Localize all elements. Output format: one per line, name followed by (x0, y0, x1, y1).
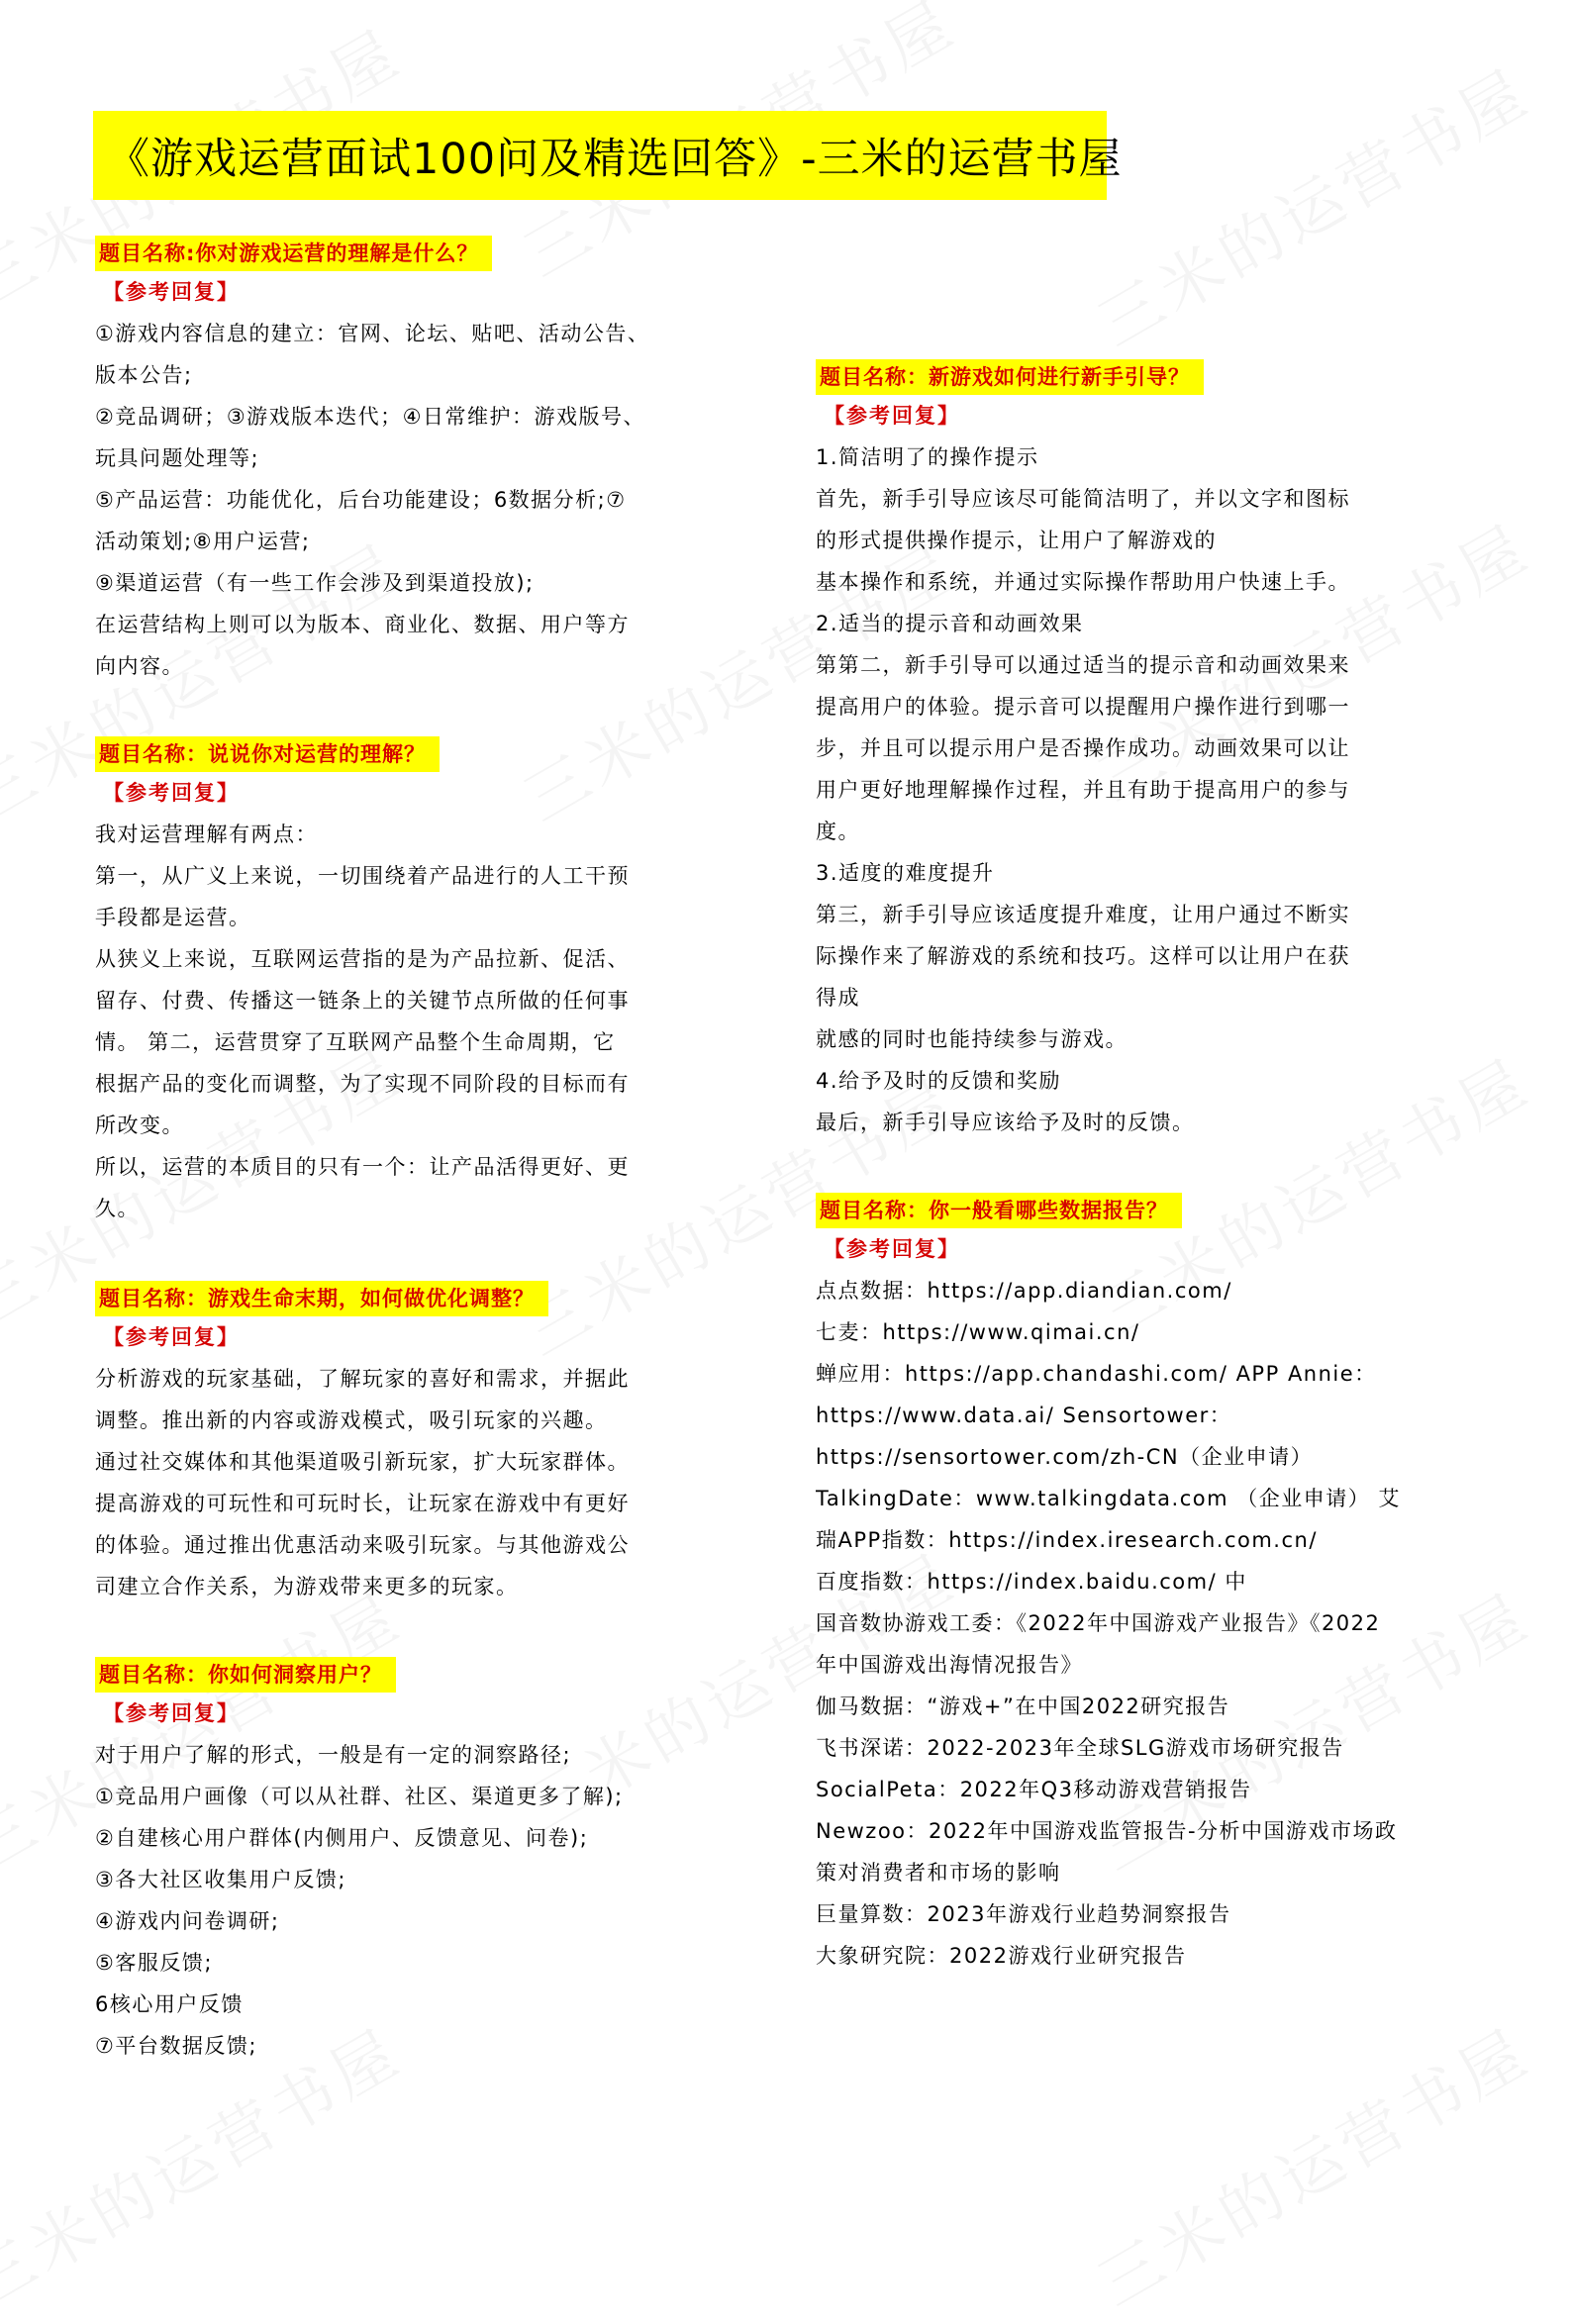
answer-line: 所改变。 (95, 1114, 184, 1137)
answer-line: 第第二，新手引导可以通过适当的提示音和动画效果来 (816, 653, 1350, 677)
answer-line: 版本公告; (95, 363, 193, 387)
question-block (816, 359, 1497, 1143)
answer-line: 在运营结构上则可以为版本、商业化、数据、用户等方 (95, 613, 630, 636)
answer-line: 久。 (95, 1197, 140, 1220)
answer-line: 点点数据：https://app.diandian.com/ (816, 1279, 1232, 1303)
answer-line: 调整。推出新的内容或游戏模式，吸引玩家的兴趣。 (95, 1408, 608, 1432)
answer-line: 蝉应用：https://app.chandashi.com/ APP Annie： (816, 1362, 1377, 1386)
reference-label: 【参考回复】 (103, 1701, 240, 1725)
answer-line: 百度指数：https://index.baidu.com/ 中 (816, 1570, 1247, 1594)
answer-line: 策对消费者和市场的影响 (816, 1861, 1061, 1885)
answer-lines (95, 313, 776, 687)
question-block (95, 736, 776, 1229)
question-block (95, 1657, 776, 2067)
question-title: 题目名称：你一般看哪些数据报告？ (816, 1193, 1182, 1228)
answer-line: https://www.data.ai/ Sensortower： (816, 1404, 1232, 1427)
answer-line: 大象研究院：2022游戏行业研究报告 (816, 1944, 1187, 1968)
answer-line: ⑤客服反馈; (95, 1951, 213, 1975)
answer-line: 首先，新手引导应该尽可能简洁明了，并以文字和图标 (816, 487, 1350, 511)
answer-lines (95, 814, 776, 1229)
answer-line: ⑤产品运营：功能优化，后台功能建设；6数据分析;⑦ (95, 488, 627, 512)
question-title: 题目名称：说说你对运营的理解？ (95, 736, 440, 772)
answer-line: 提高用户的体验。提示音可以提醒用户操作进行到哪一 (816, 695, 1350, 719)
watermark (1079, 44, 1544, 365)
answer-line: Newzoo：2022年中国游戏监管报告-分析中国游戏市场政 (816, 1819, 1398, 1843)
answer-lines (816, 1270, 1497, 1977)
answer-line: ②自建核心用户群体(内侧用户、反馈意见、问卷); (95, 1826, 589, 1850)
answer-line: ①竞品用户画像（可以从社群、社区、渠道更多了解); (95, 1785, 624, 1808)
answer-line: 巨量算数：2023年游戏行业趋势洞察报告 (816, 1902, 1231, 1926)
answer-line: 手段都是运营。 (95, 906, 251, 929)
answer-line: 提高游戏的可玩性和可玩时长，让玩家在游戏中有更好 (95, 1492, 630, 1515)
answer-line: 得成 (816, 986, 860, 1010)
answer-line: 国音数协游戏工委：《2022年中国游戏产业报告》《2022 (816, 1611, 1381, 1635)
reference-label: 【参考回复】 (103, 1325, 240, 1349)
answer-line: 4.给予及时的反馈和奖励 (816, 1069, 1062, 1093)
answer-line: ⑦平台数据反馈; (95, 2034, 257, 2058)
answer-line: 七麦：https://www.qimai.cn/ (816, 1320, 1140, 1344)
reference-label: 【参考回复】 (824, 404, 960, 428)
answer-line: 分析游戏的玩家基础，了解玩家的喜好和需求，并据此 (95, 1367, 630, 1391)
answer-line: 留存、付费、传播这一链条上的关键节点所做的任何事 (95, 989, 630, 1013)
answer-line: 际操作来了解游戏的系统和技巧。这样可以让用户在获 (816, 944, 1350, 968)
answer-line: 基本操作和系统，并通过实际操作帮助用户快速上手。 (816, 570, 1350, 594)
answer-line: 2.适当的提示音和动画效果 (816, 612, 1084, 635)
answer-line: 3.适度的难度提升 (816, 861, 995, 885)
answer-line: ④游戏内问卷调研; (95, 1909, 280, 1933)
answer-line: 情。 第二，运营贯穿了互联网产品整个生命周期，它 (95, 1030, 616, 1054)
answer-line: 飞书深诺：2022-2023年全球SLG游戏市场研究报告 (816, 1736, 1344, 1760)
answer-line: SocialPeta：2022年Q3移动游戏营销报告 (816, 1778, 1252, 1801)
answer-line: 就感的同时也能持续参与游戏。 (816, 1027, 1128, 1051)
watermark (1079, 2003, 1544, 2324)
answer-line: 活动策划;⑧用户运营; (95, 530, 311, 553)
answer-line: 对于用户了解的形式，一般是有一定的洞察路径; (95, 1743, 572, 1767)
answer-line: 的体验。通过推出优惠活动来吸引玩家。与其他游戏公 (95, 1533, 630, 1557)
answer-line: ①游戏内容信息的建立：官网、论坛、贴吧、活动公告、 (95, 322, 650, 345)
question-title: 题目名称：你如何洞察用户？ (95, 1657, 396, 1693)
answer-line: ②竞品调研；③游戏版本迭代；④日常维护：游戏版号、 (95, 405, 645, 429)
answer-lines (816, 436, 1497, 1143)
answer-line: 第一，从广义上来说，一切围绕着产品进行的人工干预 (95, 864, 630, 888)
answer-line: 所以，运营的本质目的只有一个：让产品活得更好、更 (95, 1155, 630, 1179)
answer-line: 最后，新手引导应该给予及时的反馈。 (816, 1111, 1195, 1134)
reference-label: 【参考回复】 (103, 781, 240, 805)
reference-label: 【参考回复】 (824, 1237, 960, 1261)
answer-line: ⑨渠道运营（有一些工作会涉及到渠道投放); (95, 571, 535, 595)
answer-line: 年中国游戏出海情况报告》 (816, 1653, 1083, 1677)
page-title: 《游戏运营面试100问及精选回答》-三米的运营书屋 (93, 111, 1107, 200)
answer-line: 通过社交媒体和其他渠道吸引新玩家，扩大玩家群体。 (95, 1450, 630, 1474)
reference-label: 【参考回复】 (103, 280, 240, 304)
answer-line: 6核心用户反馈 (95, 1992, 244, 2016)
answer-line: 度。 (816, 820, 860, 843)
answer-line: https://sensortower.com/zh-CN（企业申请） (816, 1445, 1314, 1469)
question-block (95, 1281, 776, 1607)
answer-line: 向内容。 (95, 654, 184, 678)
answer-line: 第三，新手引导应该适度提升难度，让用户通过不断实 (816, 903, 1350, 926)
left-column (95, 236, 776, 2067)
question-block (95, 236, 776, 687)
answer-lines (95, 1734, 776, 2067)
answer-line: 伽马数据：“游戏+”在中国2022研究报告 (816, 1695, 1230, 1718)
answer-line: 步，并且可以提示用户是否操作成功。动画效果可以让 (816, 736, 1350, 760)
right-column (816, 359, 1497, 1977)
answer-line: 司建立合作关系，为游戏带来更多的玩家。 (95, 1575, 519, 1598)
question-title: 题目名称：游戏生命末期，如何做优化调整？ (95, 1281, 548, 1316)
answer-line: 我对运营理解有两点： (95, 823, 318, 846)
answer-line: 根据产品的变化而调整，为了实现不同阶段的目标而有 (95, 1072, 630, 1096)
question-title: 题目名称：新游戏如何进行新手引导？ (816, 359, 1204, 395)
answer-line: 的形式提供操作提示，让用户了解游戏的 (816, 529, 1217, 552)
answer-line: 从狭义上来说，互联网运营指的是为产品拉新、促活、 (95, 947, 630, 971)
question-block (816, 1193, 1497, 1977)
question-title: 题目名称:你对游戏运营的理解是什么？ (95, 236, 492, 271)
answer-line: ③各大社区收集用户反馈; (95, 1868, 346, 1891)
answer-line: 瑞APP指数：https://index.iresearch.com.cn/ (816, 1528, 1318, 1552)
answer-line: 玩具问题处理等; (95, 446, 260, 470)
answer-line: TalkingDate：www.talkingdata.com （企业申请） 艾 (816, 1487, 1401, 1510)
answer-line: 用户更好地理解操作过程，并且有助于提高用户的参与 (816, 778, 1350, 802)
answer-lines (95, 1358, 776, 1607)
answer-line: 1.简洁明了的操作提示 (816, 445, 1039, 469)
